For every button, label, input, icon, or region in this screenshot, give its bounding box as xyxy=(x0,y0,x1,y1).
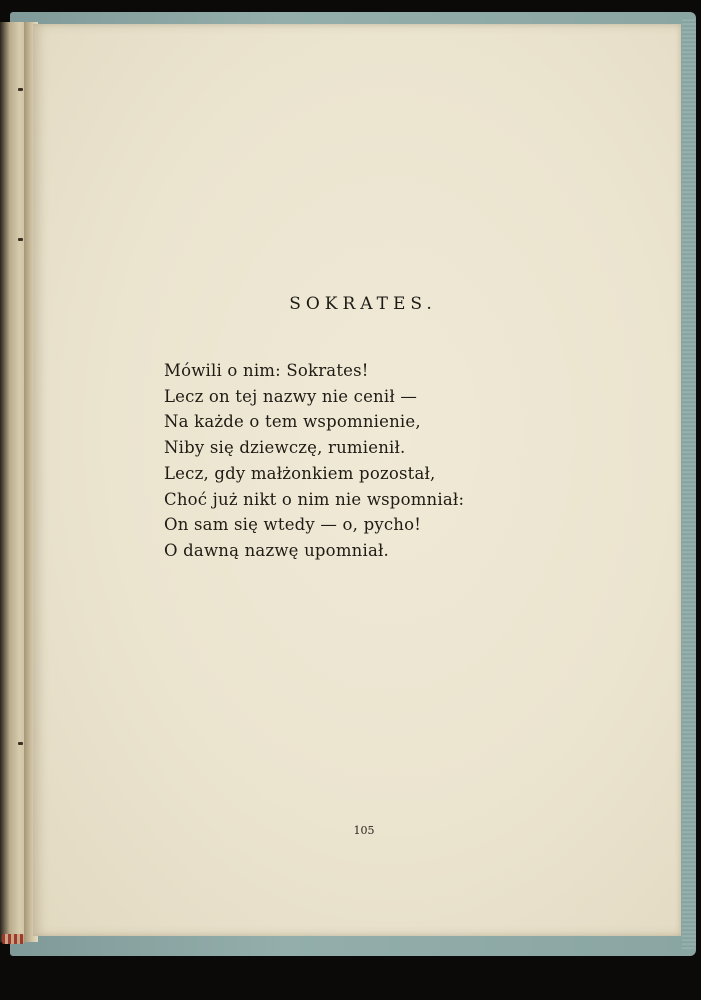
poem-line: On sam się wtedy — o, pycho! xyxy=(164,515,422,535)
spine-headband xyxy=(2,934,24,944)
poem-title: SOKRATES. xyxy=(289,294,437,314)
poem-line: O dawną nazwę upomniał. xyxy=(164,540,389,560)
poem-line: Na każde o tem wspomnienie, xyxy=(164,412,421,432)
poem-line: Lecz, gdy małżonkiem pozostał, xyxy=(164,463,436,483)
page-number: 105 xyxy=(353,824,375,837)
poem-line: Lecz on tej nazwy nie cenił — xyxy=(164,386,418,406)
poem-body xyxy=(164,358,464,564)
binding-stitch xyxy=(18,742,23,745)
poem-line: Choć już nikt o nim nie wspomniał: xyxy=(164,489,465,509)
cover-edge xyxy=(682,18,696,950)
poem-line: Mówili o nim: Sokrates! xyxy=(164,361,369,380)
binding-stitch xyxy=(18,238,23,241)
poem-line: Niby się dziewczę, rumienił. xyxy=(164,438,406,458)
book-page xyxy=(33,24,681,936)
binding-stitch xyxy=(18,88,23,91)
